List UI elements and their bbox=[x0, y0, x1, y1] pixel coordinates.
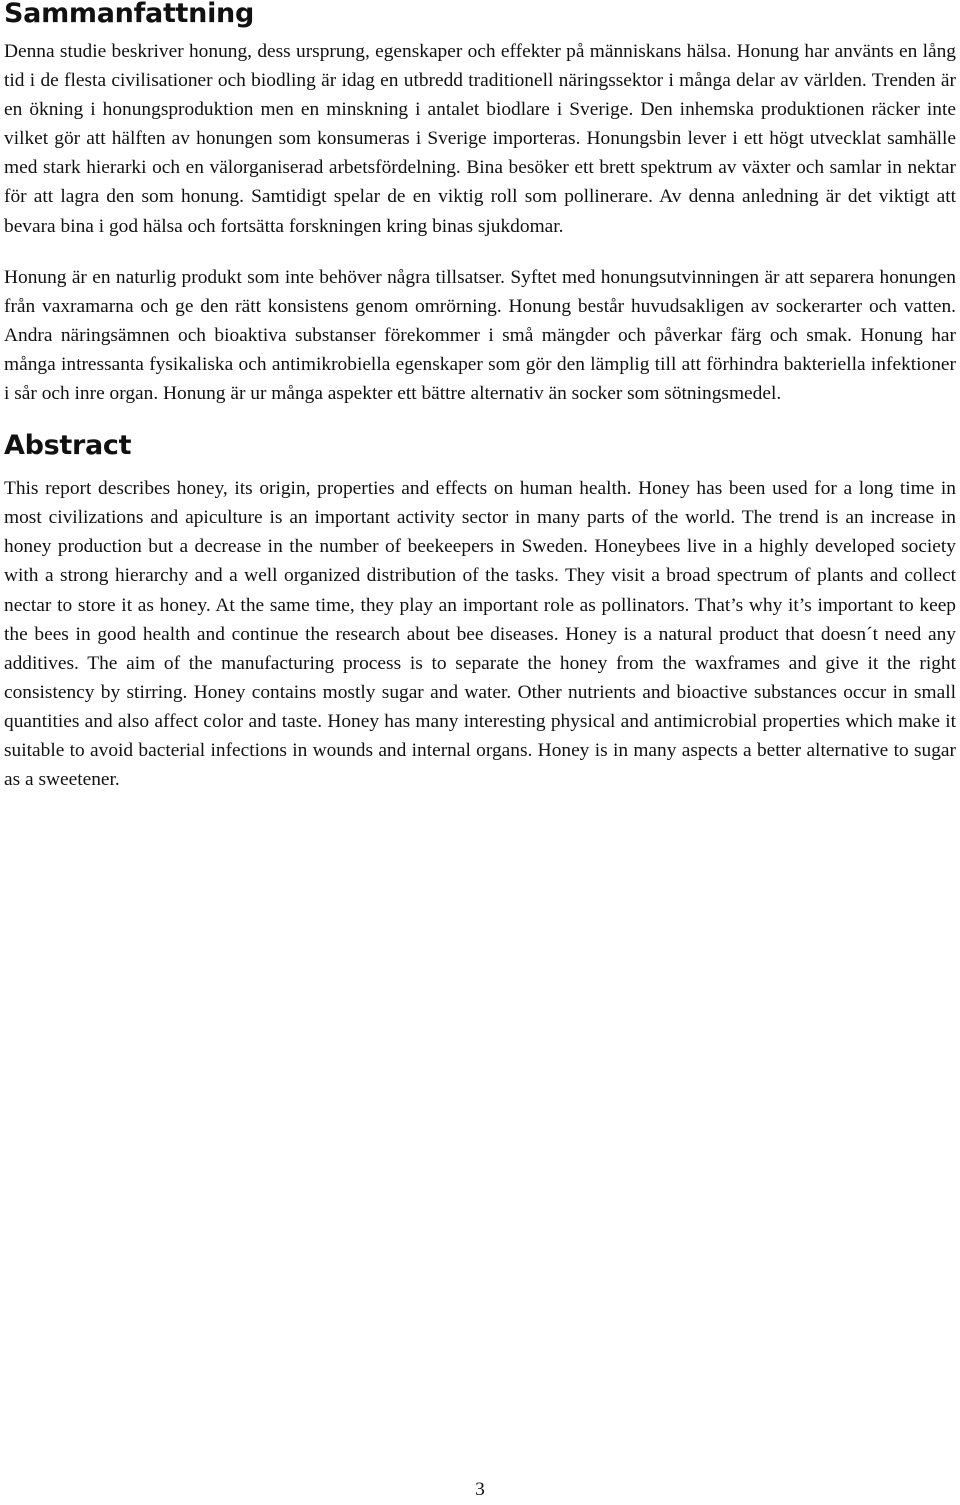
abstract-paragraph: This report describes honey, its origin, properties and effects on human health. Honey has been used for a long time in most civilizations and apiculture is an important activity sector in many parts of the world. The trend is an increase in honey production but a decrease in the number of beekeepers in Sweden. Honeybees live in a highly developed society with a strong hierarchy and a well organized distribution of the tasks. They visit a broad spectrum of plants and collect nectar to store it as honey. At the same time, they play an important role as pollinators. That’s why it’s important to keep the bees in good health and continue the research about bee diseases. Honey is a natural product that doesn´t need any additives. The aim of the manufacturing process is to separate the honey from the waxframes and give it the right consistency by stirring. Honey contains mostly sugar and water. Other nutrients and bioactive substances occur in small quantities and also affect color and taste. Honey has many interesting physical and antimicrobial properties which make it suitable to avoid bacterial infections in wounds and internal organs. Honey is in many aspects a better alternative to sugar as a sweetener. bbox=[4, 478, 956, 791]
document-page bbox=[4, 0, 956, 794]
sammanfattning-paragraph-1: Denna studie beskriver honung, dess ursprung, egenskaper och effekter på människans hälsa. Honung har använts en lång tid i de flesta civilisationer och biodling är idag en utbredd traditionell näringssektor i många delar av världen. Trenden är en ökning i honungsproduktion men en minskning i antalet biodlare i Sverige. Den inhemska produktionen räcker inte vilket gör att hälften av honungen som konsumeras i Sverige importeras. Honungsbin lever i ett högt utvecklat samhälle med stark hierarki och en välorganiserad arbetsfördelning. Bina besöker ett brett spektrum av växter och samlar in nektar för att lagra den som honung. Samtidigt spelar de en viktig roll som pollinerare. Av denna anledning är det viktigt att bevara bina i god hälsa och fortsätta forskningen kring binas sjukdomar. bbox=[4, 41, 956, 237]
sammanfattning-paragraph-2: Honung är en naturlig produkt som inte behöver några tillsatser. Syftet med honungsutvinningen är att separera honungen från vaxramarna och ge den rätt konsistens genom omrörning. Honung består huvudsakligen av sockerarter och vatten. Andra näringsämnen och bioaktiva substanser förekommer i små mängder och påverkar färg och smak. Honung har många intressanta fysikaliska och antimikrobiella egenskaper som gör den lämplig till att förhindra bakteriella infektioner i sår och inre organ. Honung är ur många aspekter ett bättre alternativ än socker som sötningsmedel. bbox=[4, 266, 956, 405]
abstract-section bbox=[4, 432, 956, 794]
sammanfattning-section bbox=[4, 0, 956, 408]
abstract-heading: Abstract bbox=[4, 430, 132, 462]
sammanfattning-heading: Sammanfattning bbox=[4, 0, 254, 29]
page-number: 3 bbox=[475, 1479, 485, 1500]
